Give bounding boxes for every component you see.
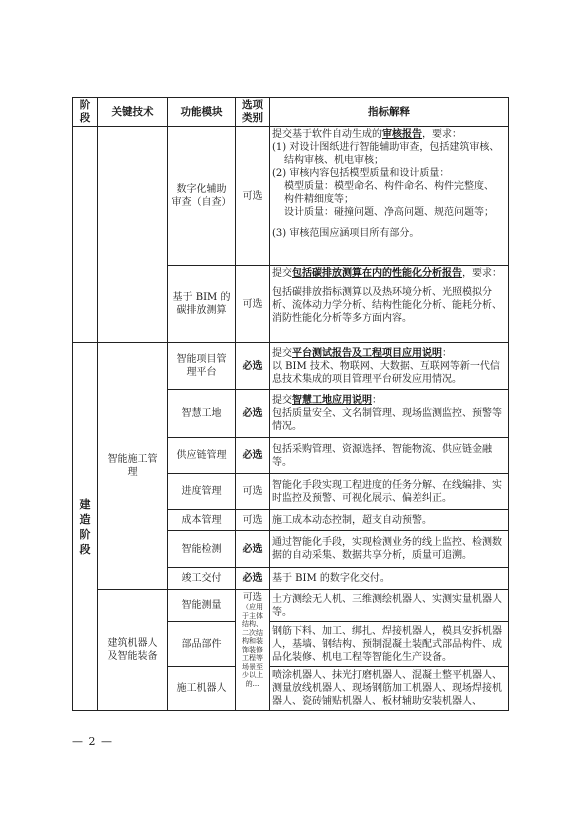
module-cell: 智能测量 [168, 590, 236, 622]
option-cell: 必选 [236, 531, 270, 568]
explain-cell: 土方测绘无人机、三维测绘机器人、实测实量机器人等。 [270, 590, 509, 622]
explain-cell [270, 343, 509, 390]
module-cell: 施工机器人 [168, 667, 236, 711]
indicator-table [72, 97, 509, 711]
module-cell: 供应链管理 [168, 438, 236, 474]
page-number: — 2 — [72, 735, 113, 748]
explain-cell: 喷涂机器人、抹光打磨机器人、混凝土整平机器人、测量放线机器人、现场钢筋加工机器人、现场焊接机器人、瓷砖铺贴机器人、板材辅助安装机器人、 [270, 667, 509, 711]
module-cell: 智慧工地 [168, 390, 236, 438]
table-row [73, 590, 509, 622]
header-stage: 阶 段 [73, 98, 98, 127]
explain-cell: 施工成本动态控制，超支自动预警。 [270, 510, 509, 531]
option-cell: 必选 [236, 343, 270, 390]
explain-cell: 包括采购管理、资源选择、智能物流、供应链金融等。 [270, 438, 509, 474]
option-cell: 必选 [236, 390, 270, 438]
module-cell: 智能项目管 理平台 [168, 343, 236, 390]
explain-item: 模型质量：模型命名、构件命名、构件完整度、 [284, 181, 494, 192]
explain-body: 以 BIM 技术、物联网、大数据、互联网等新一代信息技术集成的项目管理平台研发应用情况。 [272, 360, 500, 385]
explain-cell: 钢筋下料、加工、绑扎、焊接机器人，模具安拆机器人，基墙、钢结构、预制混凝土装配式部品构件、成品化装修、机电工程等智能化生产设备。 [270, 622, 509, 667]
tech-cell-empty [98, 127, 168, 343]
header-option: 选项 类别 [236, 98, 270, 127]
table-row [73, 127, 509, 266]
tech-cell: 智能施工管 理 [98, 343, 168, 590]
explain-body: 包括碳排放指标测算以及热环境分析、光照模拟分析、流体动力学分析、结构性能化分析、能耗分析、消防性能化分析等多方面内容。 [272, 287, 502, 324]
explain-cell [270, 266, 509, 343]
option-note: （应用 于主体 结构、 二次结 构和装 饰装修 工程等 场景至 少以上 的... [242, 603, 263, 688]
explain-item: 结构审核、机电审核； [284, 155, 384, 166]
option-cell: 必选 [236, 568, 270, 590]
header-row [73, 98, 509, 127]
explain-lead: 提交基于软件自动生成的审核报告，要求： [272, 129, 462, 140]
module-cell: 竣工交付 [168, 568, 236, 590]
module-cell: 数字化辅助 审查（自查） [168, 127, 236, 266]
module-cell: 部品部件 [168, 622, 236, 667]
explain-lead: 提交智慧工地应用说明： [272, 395, 382, 406]
table-row [73, 343, 509, 390]
module-cell: 智能检测 [168, 531, 236, 568]
explain-item: 设计质量：碰撞问题、净高问题、规范问题等； [284, 207, 494, 218]
explain-cell [270, 390, 509, 438]
explain-body: 包括质量安全、文名制管理、现场监测监控、预警等情况。 [272, 408, 502, 432]
explain-cell: 基于 BIM 的数字化交付。 [270, 568, 509, 590]
explain-cell [270, 127, 509, 266]
option-cell: 必选 [236, 438, 270, 474]
option-value: 可选 [242, 592, 262, 603]
explain-item: (3) 审核范围应涵项目所有部分。 [272, 228, 420, 239]
explain-lead: 提交平台测试报告及工程项目应用说明： [272, 347, 452, 359]
header-module: 功能模块 [168, 98, 236, 127]
option-cell [236, 590, 270, 711]
header-explain: 指标解释 [270, 98, 509, 127]
option-cell: 可选 [236, 266, 270, 343]
explain-item: (1) 对设计图纸进行智能辅助审查，包括建筑审核、 [272, 142, 500, 153]
explain-item: (2) 审核内容包括模型质量和设计质量： [272, 168, 450, 179]
tech-cell: 建筑机器人 及智能装备 [98, 590, 168, 711]
option-cell: 可选 [236, 127, 270, 266]
header-tech: 关键技术 [98, 98, 168, 127]
stage-cell-empty [73, 127, 98, 343]
explain-cell: 通过智能化手段，实现检测业务的线上监控、检测数据的自动采集、数据共享分析，质量可追溯。 [270, 531, 509, 568]
option-cell: 可选 [236, 510, 270, 531]
explain-lead: 提交包括碳排放测算在内的性能化分析报告，要求： [272, 268, 502, 279]
explain-cell: 智能化手段实现工程进度的任务分解、在线编排、实时监控及预警、可视化展示、偏差纠正。 [270, 474, 509, 510]
stage-cell: 建 造 阶 段 [73, 343, 98, 711]
module-cell: 成本管理 [168, 510, 236, 531]
explain-item: 构件精细度等； [284, 194, 354, 205]
module-cell: 进度管理 [168, 474, 236, 510]
option-cell: 可选 [236, 474, 270, 510]
module-cell: 基于 BIM 的 碳排放测算 [168, 266, 236, 343]
